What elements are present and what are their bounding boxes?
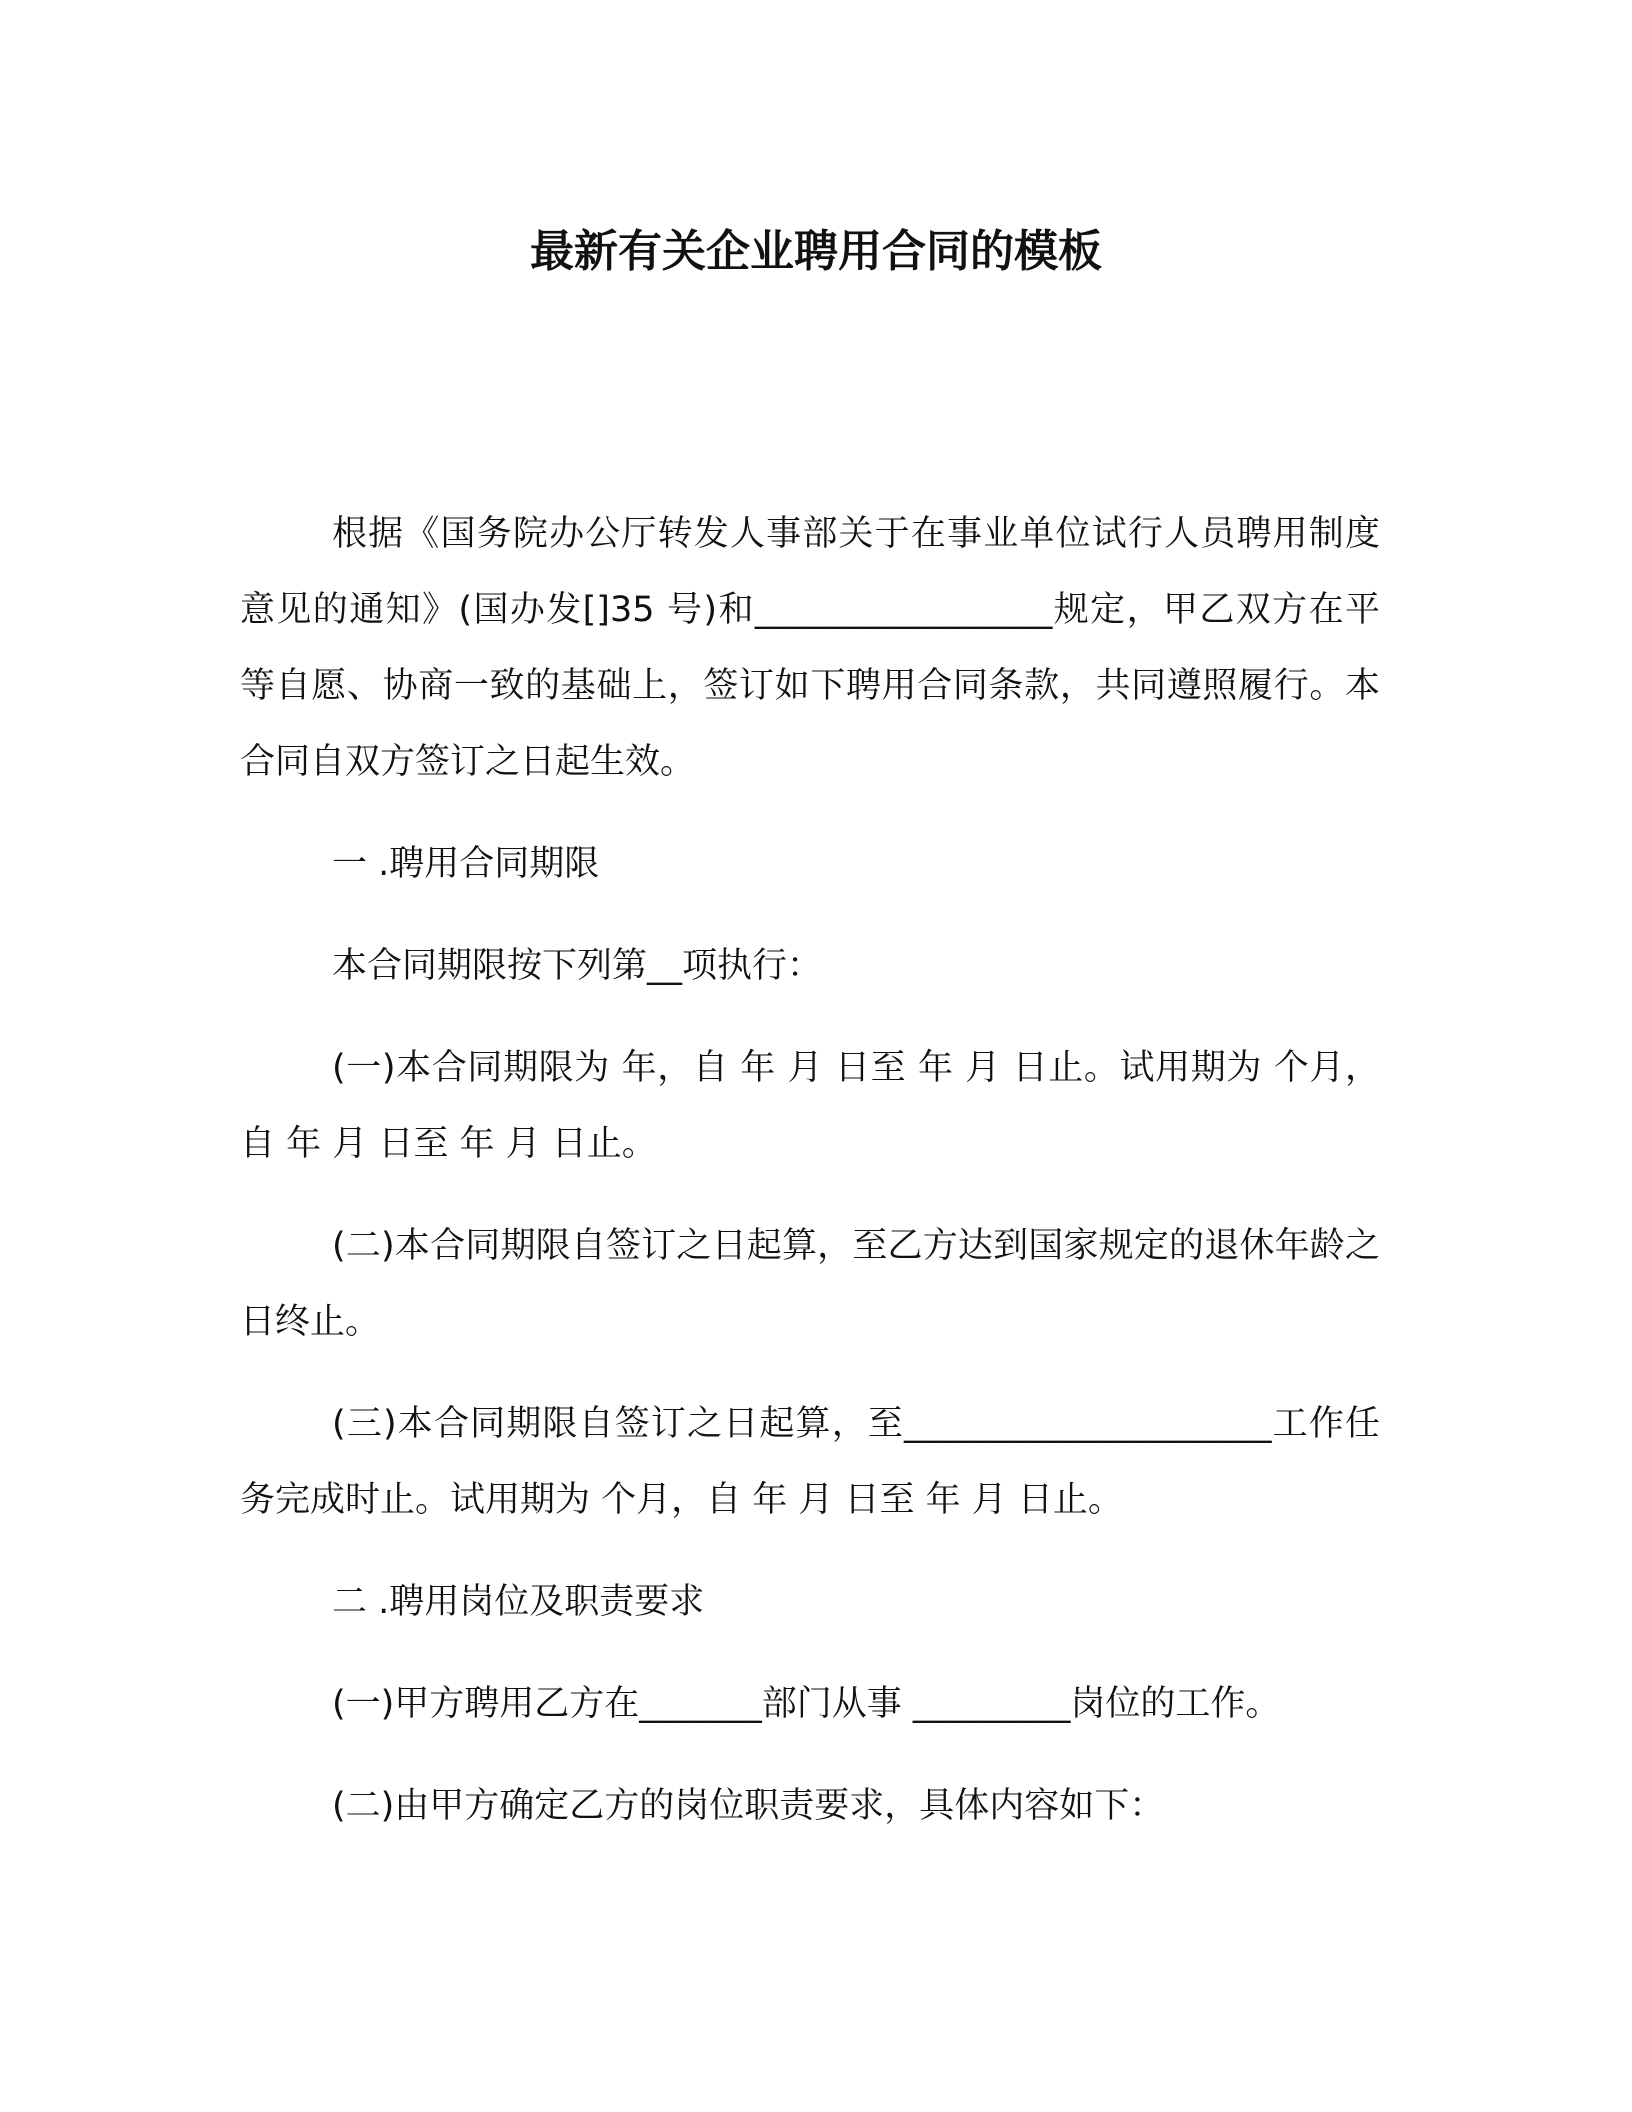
- term-option-two: (二)本合同期限自签订之日起算，至乙方达到国家规定的退休年龄之日终止。: [240, 1226, 1380, 1342]
- intro-paragraph: 根据《国务院办公厅转发人事部关于在事业单位试行人员聘用制度意见的通知》(国办发[]35 号)和_________________规定，甲乙双方在平等自愿、协商一致的基础上，签订如下聘用合同条款，共同遵照履行。本合同自双方签订之日起生效。: [240, 514, 1380, 782]
- document-title: 最新有关企业聘用合同的模板: [530, 226, 1102, 277]
- term-option-three: (三)本合同期限自签订之日起算，至_____________________工作任务完成时止。试用期为 个月，自 年 月 日至 年 月 日止。: [240, 1404, 1380, 1520]
- paragraph-gap: [240, 1640, 1380, 1666]
- paragraph-gap: [240, 1182, 1380, 1208]
- paragraph-gap: [240, 1004, 1380, 1030]
- term-selection-paragraph: 本合同期限按下列第__项执行：: [332, 946, 823, 986]
- position-paragraph: (一)甲方聘用乙方在_______部门从事 _________岗位的工作。: [332, 1684, 1281, 1724]
- duties-paragraph: (二)由甲方确定乙方的岗位职责要求，具体内容如下：: [332, 1786, 1165, 1826]
- section-heading-term: 一 .聘用合同期限: [332, 844, 600, 884]
- paragraph-gap: [240, 1742, 1380, 1768]
- paragraph-gap: [240, 902, 1380, 928]
- term-option-one: (一)本合同期限为 年，自 年 月 日至 年 月 日止。试用期为 个月，自 年 月 日至 年 月 日止。: [240, 1048, 1380, 1164]
- document-body: [240, 496, 1380, 1844]
- paragraph-gap: [240, 1360, 1380, 1386]
- paragraph-gap: [240, 800, 1380, 826]
- section-heading-position: 二 .聘用岗位及职责要求: [332, 1582, 705, 1622]
- paragraph-gap: [240, 1538, 1380, 1564]
